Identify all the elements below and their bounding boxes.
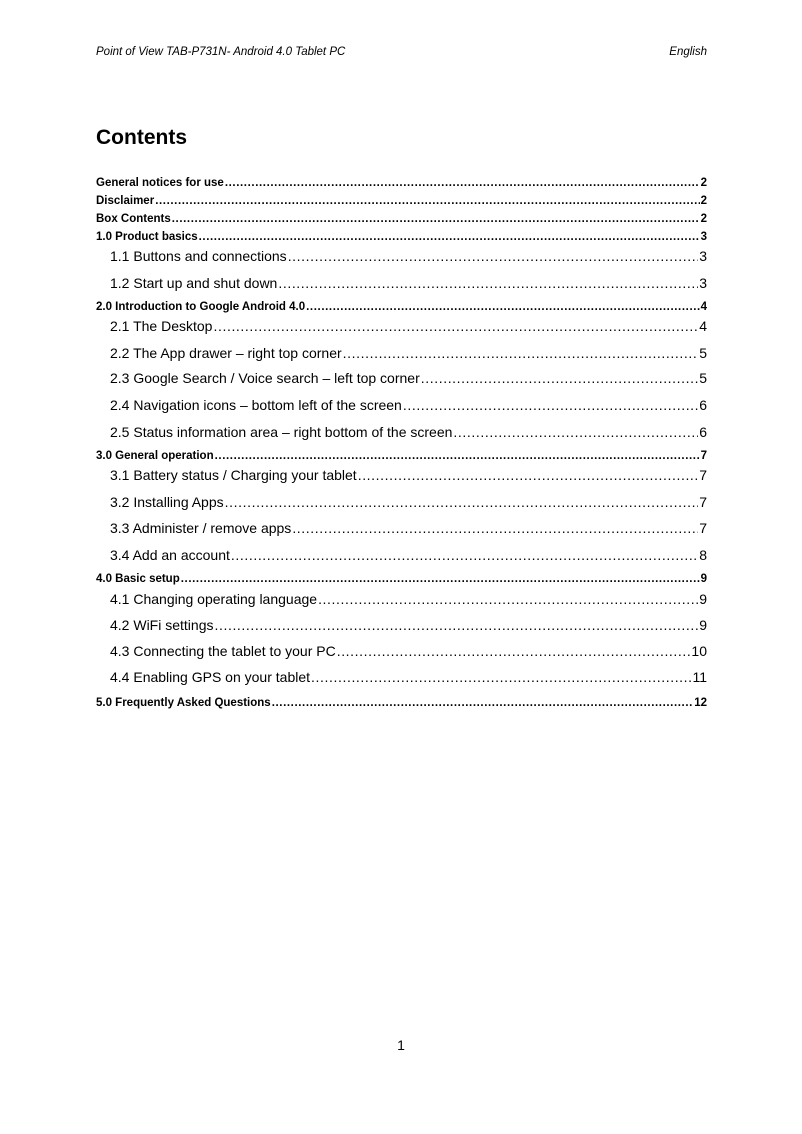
toc-entry-start-up[interactable] xyxy=(110,275,707,291)
toc-entry-label: 1.0 Product basics xyxy=(96,231,198,243)
toc-entry-page: 2 xyxy=(700,213,707,225)
toc-entry-page: 9 xyxy=(699,591,707,607)
toc-dot-leader xyxy=(214,617,698,633)
running-header-language: English xyxy=(669,46,707,58)
toc-entry-page: 2 xyxy=(700,177,707,189)
toc-dot-leader xyxy=(306,301,699,313)
toc-entry-page: 7 xyxy=(699,494,707,510)
toc-entry-add-account[interactable] xyxy=(110,547,707,563)
toc-entry-label: 3.1 Battery status / Charging your tablet xyxy=(110,467,357,483)
toc-entry-page: 2 xyxy=(700,195,707,207)
page-title: Contents xyxy=(96,126,187,149)
toc-entry-google-search[interactable] xyxy=(110,370,707,386)
toc-dot-leader xyxy=(213,318,698,334)
toc-entry-label: 2.3 Google Search / Voice search – left top corner xyxy=(110,370,420,386)
toc-dot-leader xyxy=(288,248,699,264)
toc-entry-page: 3 xyxy=(699,248,707,264)
toc-entry-label: 4.0 Basic setup xyxy=(96,573,180,585)
toc-entry-page: 3 xyxy=(700,231,707,243)
toc-entry-label: General notices for use xyxy=(96,177,224,189)
toc-entry-status-area[interactable] xyxy=(110,424,707,440)
toc-entry-page: 12 xyxy=(694,697,707,709)
toc-entry-label: 3.4 Add an account xyxy=(110,547,230,563)
toc-entry-general-notices[interactable] xyxy=(96,177,707,189)
toc-dot-leader xyxy=(225,494,699,510)
toc-entry-page: 8 xyxy=(699,547,707,563)
toc-entry-label: 4.4 Enabling GPS on your tablet xyxy=(110,669,311,685)
toc-entry-page: 4 xyxy=(700,301,707,313)
toc-entry-page: 7 xyxy=(699,520,707,536)
toc-entry-page: 11 xyxy=(692,669,707,685)
toc-dot-leader xyxy=(403,397,698,413)
page-number: 1 xyxy=(397,1037,405,1053)
toc-entry-basic-setup[interactable] xyxy=(96,573,707,585)
toc-entry-faq[interactable] xyxy=(96,697,707,709)
toc-entry-label: 2.0 Introduction to Google Android 4.0 xyxy=(96,301,306,313)
toc-entry-intro-android[interactable] xyxy=(96,301,707,313)
toc-entry-page: 6 xyxy=(699,424,707,440)
toc-dot-leader xyxy=(311,669,691,685)
toc-entry-label: 2.1 The Desktop xyxy=(110,318,213,334)
toc-entry-label: Box Contents xyxy=(96,213,171,225)
toc-entry-product-basics[interactable] xyxy=(96,231,707,243)
toc-entry-page: 5 xyxy=(699,345,707,361)
toc-entry-label: 1.1 Buttons and connections xyxy=(110,248,287,264)
toc-entry-navigation-icons[interactable] xyxy=(110,397,707,413)
toc-dot-leader xyxy=(343,345,699,361)
running-header-title: Point of View TAB-P731N- Android 4.0 Tablet PC xyxy=(96,46,346,58)
toc-entry-installing-apps[interactable] xyxy=(110,494,707,510)
toc-entry-operating-language[interactable] xyxy=(110,591,707,607)
toc-entry-buttons-connections[interactable] xyxy=(110,248,707,264)
toc-entry-wifi-settings[interactable] xyxy=(110,617,707,633)
toc-entry-page: 4 xyxy=(699,318,707,334)
toc-entry-page: 9 xyxy=(699,617,707,633)
toc-dot-leader xyxy=(272,697,694,709)
toc-entry-label: 2.2 The App drawer – right top corner xyxy=(110,345,342,361)
toc-dot-leader xyxy=(231,547,698,563)
toc-entry-page: 3 xyxy=(699,275,707,291)
toc-entry-label: 5.0 Frequently Asked Questions xyxy=(96,697,271,709)
toc-dot-leader xyxy=(292,520,698,536)
toc-entry-label: 3.3 Administer / remove apps xyxy=(110,520,292,536)
toc-dot-leader xyxy=(155,195,699,207)
toc-entry-label: 4.3 Connecting the tablet to your PC xyxy=(110,643,336,659)
toc-dot-leader xyxy=(278,275,698,291)
toc-entry-label: 3.2 Installing Apps xyxy=(110,494,224,510)
toc-entry-label: 4.1 Changing operating language xyxy=(110,591,318,607)
toc-dot-leader xyxy=(358,467,699,483)
toc-entry-disclaimer[interactable] xyxy=(96,195,707,207)
toc-entry-page: 6 xyxy=(699,397,707,413)
toc-entry-page: 7 xyxy=(700,450,707,462)
toc-entry-label: 2.4 Navigation icons – bottom left of the screen xyxy=(110,397,402,413)
toc-dot-leader xyxy=(421,370,698,386)
toc-dot-leader xyxy=(318,591,698,607)
toc-entry-label: 2.5 Status information area – right bottom of the screen xyxy=(110,424,453,440)
toc-entry-label: 1.2 Start up and shut down xyxy=(110,275,278,291)
toc-entry-page: 7 xyxy=(699,467,707,483)
toc-dot-leader xyxy=(181,573,700,585)
toc-entry-battery-status[interactable] xyxy=(110,467,707,483)
toc-entry-label: 3.0 General operation xyxy=(96,450,214,462)
toc-dot-leader xyxy=(337,643,691,659)
toc-entry-remove-apps[interactable] xyxy=(110,520,707,536)
toc-dot-leader xyxy=(453,424,698,440)
toc-entry-desktop[interactable] xyxy=(110,318,707,334)
toc-entry-page: 9 xyxy=(700,573,707,585)
toc-entry-general-operation[interactable] xyxy=(96,450,707,462)
toc-entry-enabling-gps[interactable] xyxy=(110,669,707,685)
toc-entry-page: 10 xyxy=(691,643,707,659)
toc-entry-connecting-pc[interactable] xyxy=(110,643,707,659)
toc-entry-label: Disclaimer xyxy=(96,195,155,207)
toc-entry-app-drawer[interactable] xyxy=(110,345,707,361)
toc-entry-box-contents[interactable] xyxy=(96,213,707,225)
toc-dot-leader xyxy=(215,450,700,462)
toc-dot-leader xyxy=(225,177,700,189)
toc-entry-label: 4.2 WiFi settings xyxy=(110,617,214,633)
toc-dot-leader xyxy=(172,213,700,225)
toc-dot-leader xyxy=(199,231,700,243)
toc-entry-page: 5 xyxy=(699,370,707,386)
